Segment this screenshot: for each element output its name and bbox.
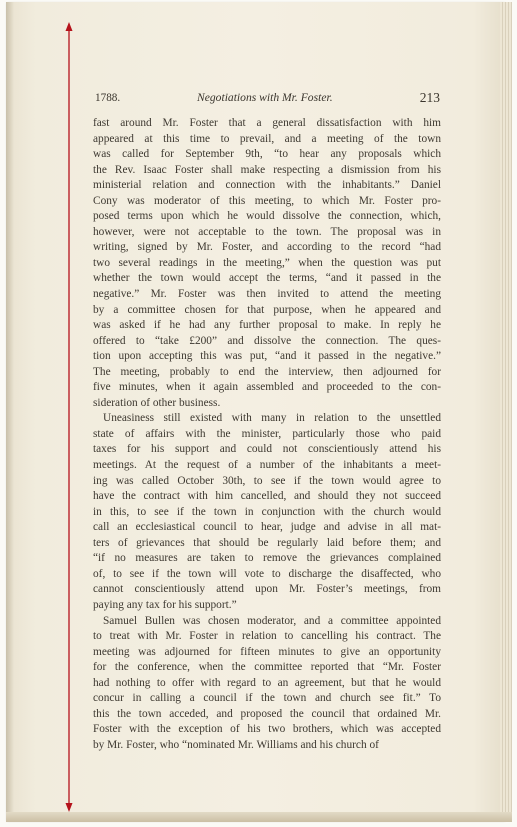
text-line: posed terms upon which he would dissolve the connection, which,	[93, 210, 441, 223]
text-line: ters of grievances that should be regularly laid before them; and	[93, 536, 441, 549]
running-head-title: Negotiations with Mr. Foster.	[197, 91, 333, 104]
text-line: to treat with Mr. Foster in relation to cancelling his contract. The	[93, 630, 441, 643]
page-edges	[500, 2, 512, 820]
running-head	[95, 90, 440, 108]
text-line: writing, signed by Mr. Foster, and according to the record “had	[93, 241, 441, 254]
text-line: appeared at this time to prevail, and a meeting of the town	[93, 132, 441, 145]
text-line: this the town acceded, and proposed the council that ordained Mr.	[93, 707, 441, 720]
text-line: negative.” Mr. Foster was then invited to attend the meeting	[93, 288, 441, 301]
text-line: Cony was moderator of this meeting, to which Mr. Foster pro-	[93, 194, 441, 207]
text-line: tion upon accepting this was put, “and it passed in the negative.”	[93, 350, 441, 363]
text-line: ministerial relation and connection with the inhabitants.” Daniel	[93, 179, 441, 192]
text-line: concur in calling a council if the town and church see fit.” To	[93, 692, 441, 705]
text-line: had nothing to offer with regard to an agreement, but that he would	[93, 676, 441, 689]
text-line: “if no measures are taken to remove the grievances complained	[93, 552, 441, 565]
text-line: meetings. At the request of a number of the inhabitants a meet-	[93, 459, 441, 472]
text-line: by a committee chosen for that purpose, when he appeared and	[93, 303, 441, 316]
text-line: Uneasiness still existed with many in relation to the unsettled	[103, 412, 441, 425]
spine-shadow	[6, 2, 14, 820]
text-line: however, were not acceptable to the town. The proposal was in	[93, 225, 441, 238]
measurement-arrow	[64, 22, 74, 812]
text-line: by Mr. Foster, who “nominated Mr. Williams and his church of	[93, 738, 379, 751]
text-line: sideration of other business.	[93, 396, 221, 409]
text-line: five minutes, when it again assembled and proceeded to the con-	[93, 381, 441, 394]
text-line: in this, to see if the town in conjunction with the church would	[93, 505, 441, 518]
text-line: call an ecclesiastical council to hear, judge and advise in all mat-	[93, 521, 441, 534]
text-line: ing was called October 30th, to see if the town would agree to	[93, 474, 441, 487]
text-line: have the contract with him cancelled, and should they not succeed	[93, 490, 441, 503]
body-text	[93, 116, 441, 753]
book-bottom-edge	[6, 812, 512, 822]
text-line: paying any tax for his support.”	[93, 598, 237, 611]
text-line: was asked if he had any further proposal to make. In reply he	[93, 319, 441, 332]
text-line: of, to see if the town will vote to discharge the disaffected, who	[93, 567, 441, 580]
text-line: Samuel Bullen was chosen moderator, and a committee appointed	[103, 614, 441, 627]
text-line: was called for September 9th, “to hear any proposals which	[93, 148, 441, 161]
arrow-head-up-icon	[66, 22, 73, 31]
text-line: offered to “take £200” and dissolve the connection. The ques-	[93, 334, 441, 347]
arrow-head-down-icon	[66, 803, 73, 812]
text-line: taxes for his support and could not conscientiously attend his	[93, 443, 441, 456]
text-line: Foster with the exception of his two brothers, which was accepted	[93, 723, 441, 736]
running-head-year: 1788.	[95, 92, 121, 104]
text-line: whether the town would accept the terms, “and it passed in the	[93, 272, 441, 285]
text-line: for the conference, when the committee reported that “Mr. Foster	[93, 661, 441, 674]
text-line: the Rev. Isaac Foster shall make respecting a dismission from his	[93, 163, 441, 176]
text-line: two several readings in the meeting,” when the question was put	[93, 256, 441, 269]
text-line: cannot conscientiously attend upon Mr. Foster’s meetings, from	[93, 583, 441, 596]
page-number: 213	[419, 90, 440, 105]
text-line: meeting was adjourned for fifteen minutes to give an opportunity	[93, 645, 441, 658]
text-line: fast around Mr. Foster that a general dissatisfaction with him	[93, 117, 441, 129]
text-line: state of affairs with the minister, particularly those who paid	[93, 427, 441, 440]
text-line: The meeting, probably to end the interview, then adjourned for	[93, 365, 441, 378]
